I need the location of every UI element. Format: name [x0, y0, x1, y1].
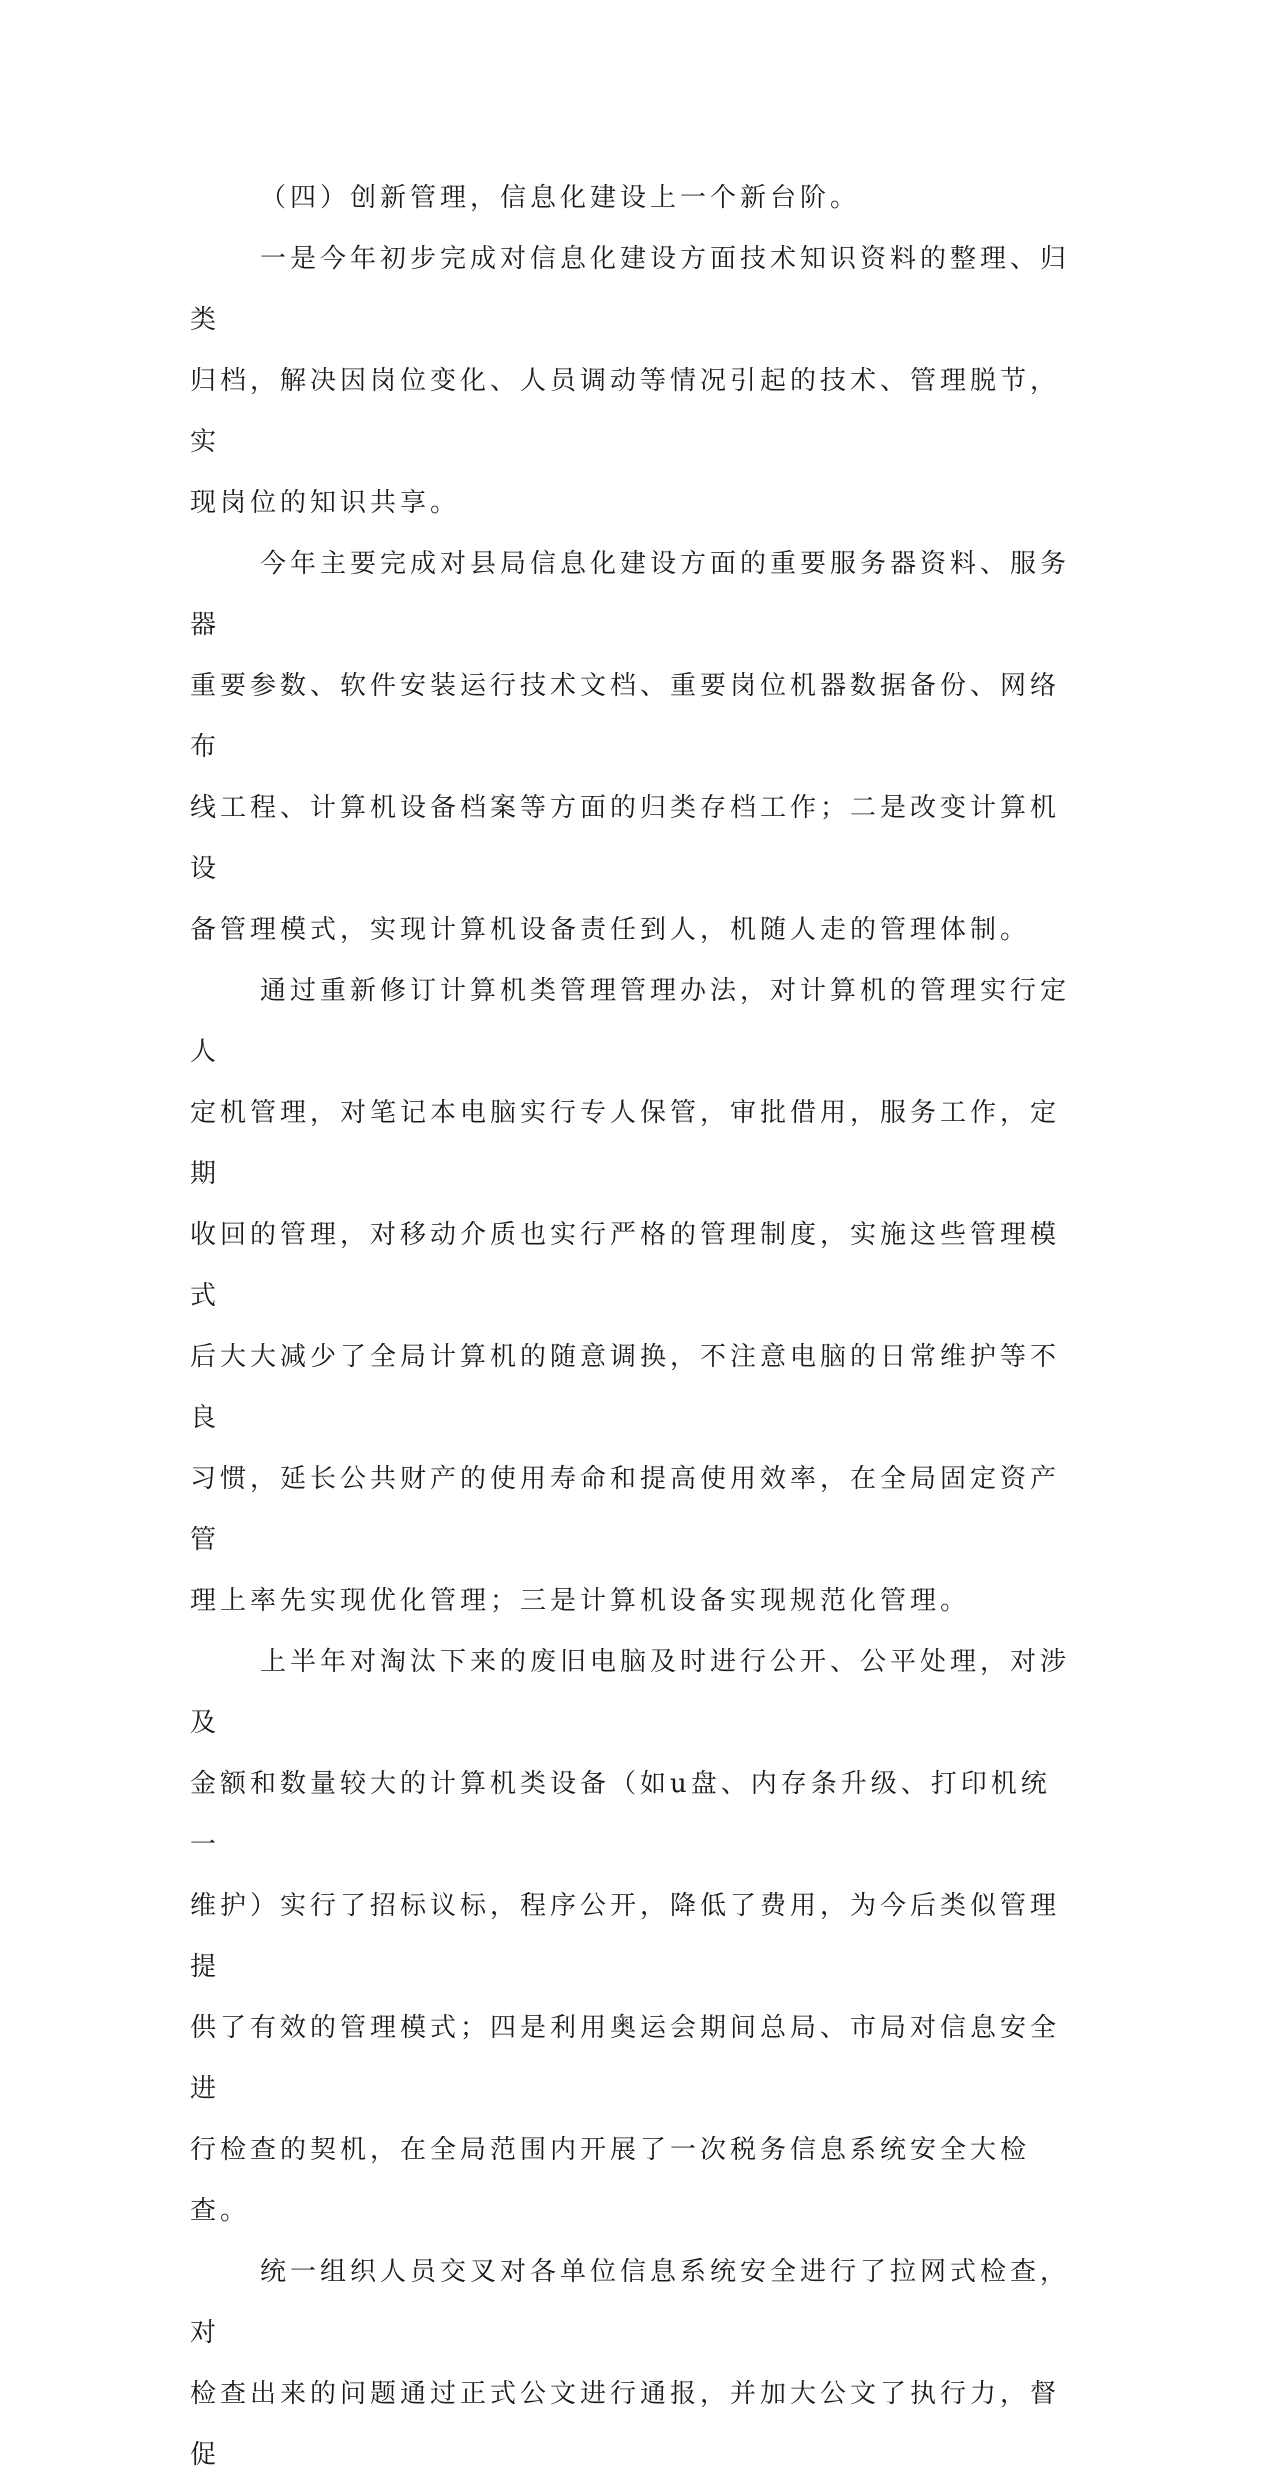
document-body — [190, 168, 1080, 2486]
paragraph-device-management: 通过重新修订计算机类管理管理办法，对计算机的管理实行定人 定机管理，对笔记本电脑实行专人保管，审批借用，服务工作，定期 收回的管理，对移动介质也实行严格的管理制度，实施这些管理模式 后大大减少了全局计算机的随意调换，不注意电脑的日常维护等不良 习惯，延长公共财产的使用寿命和提高使用效率，在全局固定资产管 理上率先实现优化管理；三是计算机设备实现规范化管理。 — [190, 976, 1071, 1616]
paragraph-disposal-procurement: 上半年对淘汰下来的废旧电脑及时进行公开、公平处理，对涉及 金额和数量较大的计算机类设备（如u盘、内存条升级、打印机统一 维护）实行了招标议标，程序公开，降低了费用，为今后类似管理提 供了有效的管理模式；四是利用奥运会期间总局、市局对信息安全进 行检查的契机，在全局范围内开展了一次税务信息系统安全大检查。 — [190, 1647, 1071, 2226]
paragraph-archive-work: 今年主要完成对县局信息化建设方面的重要服务器资料、服务器 重要参数、软件安装运行技术文档、重要岗位机器数据备份、网络布 线工程、计算机设备档案等方面的归类存档工作；二是改变计算机设 备管理模式，实现计算机设备责任到人，机随人走的管理体制。 — [190, 549, 1071, 945]
section-heading: （四）创新管理，信息化建设上一个新台阶。 — [260, 183, 861, 213]
paragraph-knowledge-archive: 一是今年初步完成对信息化建设方面技术知识资料的整理、归类 归档，解决因岗位变化、人员调动等情况引起的技术、管理脱节，实 现岗位的知识共享。 — [190, 244, 1071, 518]
paragraph-security-inspection: 统一组织人员交叉对各单位信息系统安全进行了拉网式检查，对 检查出来的问题通过正式公文进行通报，并加大公文了执行力，督促 — [190, 2257, 1071, 2470]
